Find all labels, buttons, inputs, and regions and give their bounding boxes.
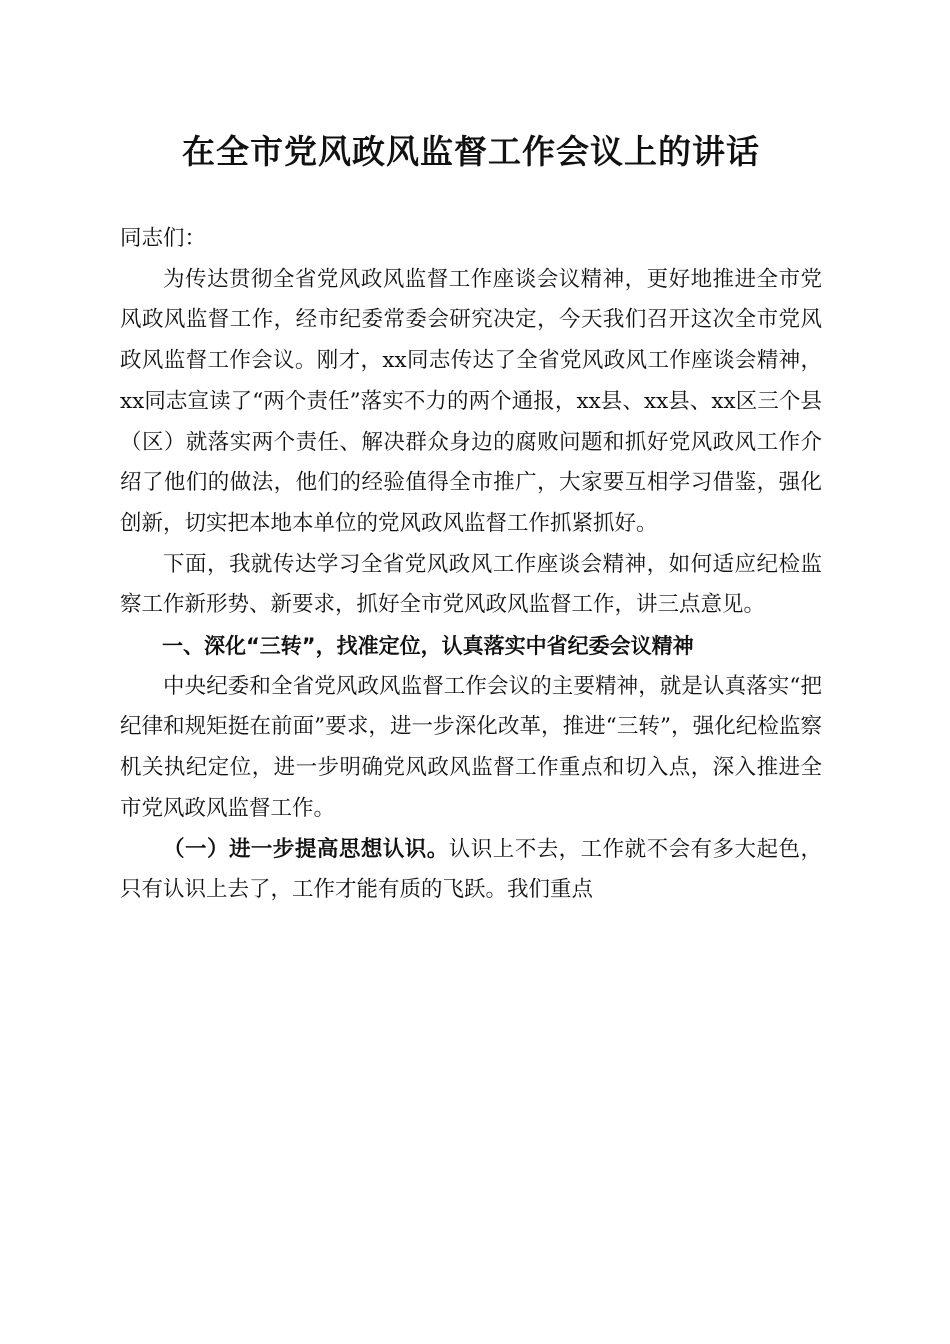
point-1-text: 认识上不去，工作就不会有多大起色，只有认识上去了，工作才能有质的飞跃。我们重点 [120, 836, 822, 903]
paragraph-intro: 为传达贯彻全省党风政风监督工作座谈会议精神，更好地推进全市党风政风监督工作，经市纪委常委会研究决定，今天我们召开这次全市党风政风监督工作会议。刚才，xx同志传达了全省党风政风工作座谈会精神，xx同志宣读了“两个责任”落实不力的两个通报，xx县、xx县、xx区三个县（区）就落实两个责任、解决群众身边的腐败问题和抓好党风政风工作介绍了他们的做法，他们的经验值得全市推广，大家要互相学习借鉴，强化创新，切实把本地本单位的党风政风监督工作抓紧抓好。 [120, 266, 822, 536]
salutation: 同志们： [120, 226, 207, 251]
point-1-lead: （一）进一步提高思想认识。 [163, 836, 449, 862]
point-1-paragraph [120, 830, 822, 911]
section-1-body: 中央纪委和全省党风政风监督工作会议的主要精神，就是认真落实“把纪律和规矩挺在前面”要求，进一步深化改革，推进“三转”，强化纪检监察机关执纪定位，进一步明确党风政风监督工作重点和切入点，深入推进全市党风政风监督工作。 [120, 673, 822, 821]
paragraph-outline: 下面，我就传达学习全省党风政风工作座谈会精神，如何适应纪检监察工作新形势、新要求，抓好全市党风政风监督工作，讲三点意见。 [120, 551, 822, 618]
document-page [120, 130, 822, 911]
document-title: 在全市党风政风监督工作会议上的讲话 [182, 132, 760, 171]
section-heading-1: 一、深化“三转”，找准定位，认真落实中省纪委会议精神 [162, 634, 694, 659]
